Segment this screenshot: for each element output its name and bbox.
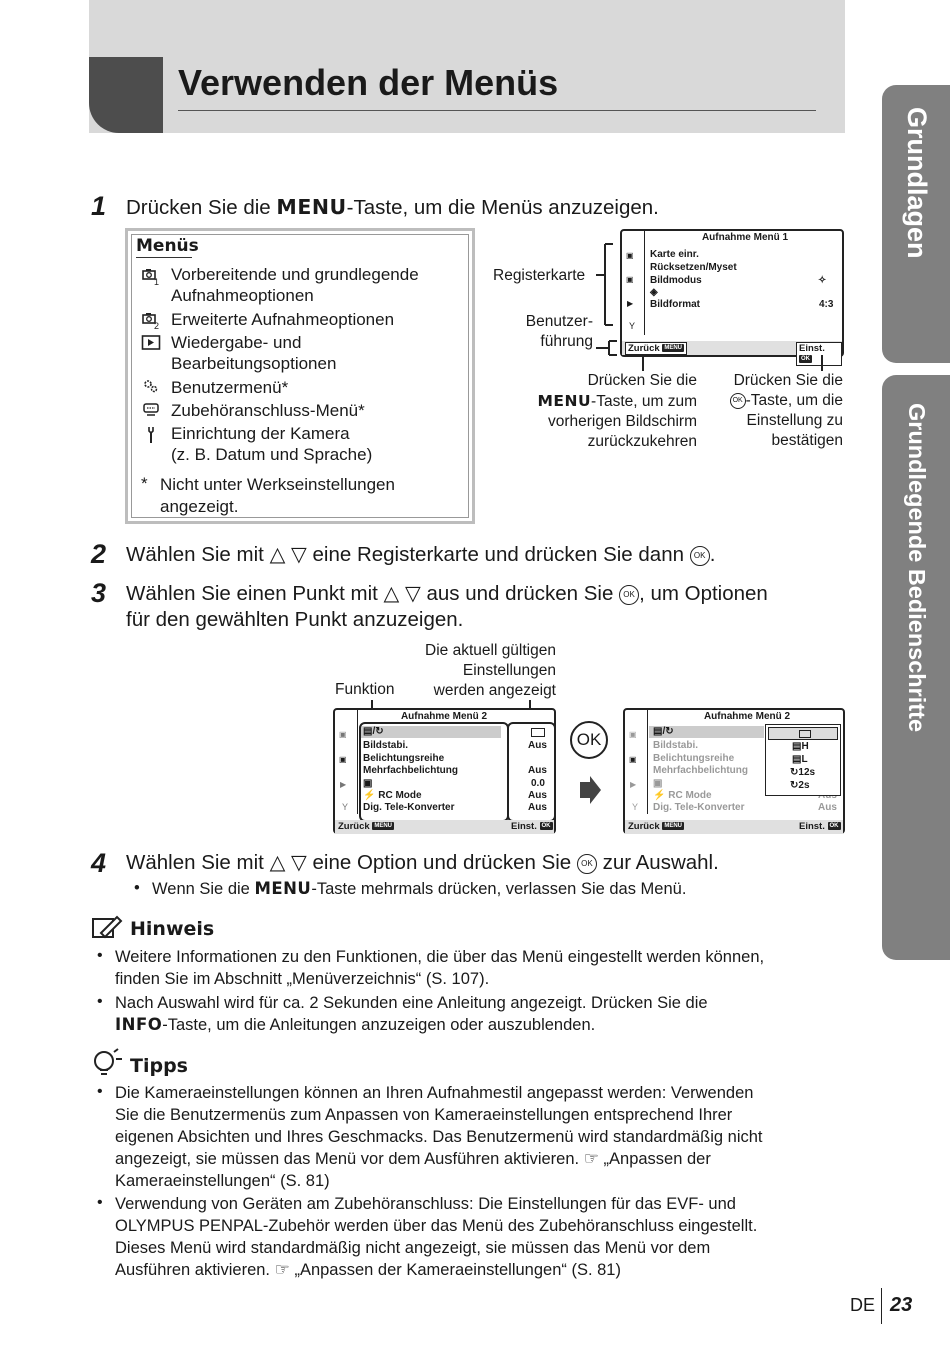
side-tab-grundlagen-label: Grundlagen <box>902 107 932 259</box>
reference-hand-icon: ☞ <box>583 1149 599 1168</box>
side-tab-bedienschritte <box>882 375 950 960</box>
screen3-row-5: ⚡ RC Mode <box>653 790 712 801</box>
screen3-set: Einst. OK <box>799 821 839 832</box>
screen3-row-3: Mehrfachbelichtung <box>653 765 749 776</box>
ok-button-icon: OK <box>570 721 608 759</box>
step-4-bullet: • <box>134 879 140 897</box>
screen1-row-2: Bildmodus <box>650 275 702 286</box>
screen1-row-0: Karte einr. <box>650 249 699 260</box>
tab-camera-1-icon: ▣ <box>626 251 634 260</box>
funktion-caption: Funktion <box>335 681 395 698</box>
tab-setup-icon: Y <box>629 321 636 331</box>
option-timer-12s: ↻12s <box>790 767 816 778</box>
step-2-number: 2 <box>91 539 107 569</box>
current-settings-caption: Die aktuell gültigen Einstellungen werden angezeigt <box>425 642 556 699</box>
screen1-row-4: Bildformat <box>650 299 700 310</box>
custom-menu-icon <box>140 377 162 395</box>
step-1-post: -Taste, um die Menüs anzuzeigen. <box>346 196 659 219</box>
screen1-row-4-value: 4:3 <box>819 299 834 310</box>
step-1-number: 1 <box>91 191 107 221</box>
screen2-bottom-bar <box>335 820 554 834</box>
screen1-row-1: Rücksetzen/Myset <box>650 262 737 273</box>
playback-icon <box>140 334 162 352</box>
screen2-row-1: Bildstabi. <box>363 740 409 751</box>
screen2-row-6: Dig. Tele-Konverter <box>363 802 455 813</box>
camera-screen-menu-1 <box>620 229 844 363</box>
header-tab <box>89 57 163 133</box>
side-tab-grundlagen <box>882 85 950 363</box>
screen2-row-1-value: Aus <box>528 740 547 751</box>
step-2-text: Wählen Sie mit △ ▽ eine Registerkarte und drücken Sie dann OK . <box>126 543 716 566</box>
tab-camera-2-icon: ▣ <box>629 755 637 764</box>
screen1-bottom-bar <box>622 341 842 363</box>
screen3-bottom-bar <box>625 820 843 834</box>
up-down-arrows-icon: △ ▽ <box>269 851 307 874</box>
menus-footnote: Nicht unter Werkseinstellungen angezeigt. <box>160 475 395 516</box>
step-1-pre: Drücken Sie die <box>126 196 277 219</box>
camera-screen-menu-2 <box>333 708 556 834</box>
screen2-row-4-value: 0.0 <box>531 778 545 789</box>
footer-divider <box>881 1288 882 1324</box>
option-popup <box>765 724 841 796</box>
tipps-item-2: Verwendung von Geräten am Zubehöranschluss: Die Einstellungen für das EVF- und OLYMPUS PENPAL-Zubehör werden über das Menü des Zubehöranschluss eingestellt. Dieses Menü wird standardmäßig nicht angezeigt, sie müssen das Menü vor dem Ausführen aktivieren. ☞ „Anpassen der Kameraeinstellungen“ (S. 81) <box>115 1195 758 1279</box>
option-seq-low: ▤L <box>792 754 808 765</box>
bullet: • <box>97 1083 103 1100</box>
label-benutzerfuehrung: Benutzer- führung <box>525 313 593 350</box>
screen3-row-1: Bildstabi. <box>653 740 699 751</box>
screen2-row-6-value: Aus <box>528 802 547 813</box>
bullet: • <box>97 1194 103 1211</box>
screen1-title: Aufnahme Menü 1 <box>701 232 789 243</box>
accessory-port-icon <box>140 401 162 419</box>
note-pencil-icon <box>91 915 123 941</box>
menu-item-playback: Wiedergabe- und Bearbeitungsoptionen <box>171 333 337 373</box>
menus-title-underline <box>136 257 192 258</box>
step-4-text: Wählen Sie mit △ ▽ eine Option und drücken Sie OK zur Auswahl. <box>126 851 719 874</box>
screen2-row-5: ⚡ RC Mode <box>363 790 422 801</box>
tab-camera-2-icon: ▣ <box>626 275 634 284</box>
bullet: • <box>97 947 103 964</box>
reference-hand-icon: ☞ <box>274 1260 290 1279</box>
screen1-row-3-icon: ◈ <box>650 287 658 298</box>
screen3-row-2: Belichtungsreihe <box>653 753 735 764</box>
tab-playback-icon: ▶ <box>340 780 347 789</box>
screen1-back: Zurück MENU <box>625 342 687 355</box>
screen3-row-6-value: Aus <box>818 802 837 813</box>
screen2-row-3-value: Aus <box>528 765 547 776</box>
title-rule <box>178 110 816 111</box>
footnote-mark: * <box>141 474 148 493</box>
wrench-icon <box>140 425 162 443</box>
tab-camera-2-icon: ▣ <box>339 755 347 764</box>
tab-camera-1-icon: ▣ <box>339 730 347 739</box>
menu-item-setup: Einrichtung der Kamera (z. B. Datum und Sprache) <box>171 424 373 464</box>
drive-mode-icon: ▤/↻ <box>363 726 384 737</box>
camera-screen-menu-2-options <box>623 708 845 834</box>
tipps-item-1: Die Kameraeinstellungen können an Ihren Aufnahmestil angepasst werden: Verwenden Sie die Benutzermenüs zum Anpassen von Kameraeinstellungen entsprechend Ihrer eigenen Absichten und Ihres Geschmacks. Das Benutzermenü wird standardmäßig nicht angezeigt, sie müssen das Menü vor dem Ausführen aktivieren. ☞ „Anpassen der Kameraeinstellungen“ (S. 81) <box>115 1084 763 1190</box>
up-down-arrows-icon: △ ▽ <box>269 543 307 566</box>
screen2-row-5-value: Aus <box>528 790 547 801</box>
svg-text:2: 2 <box>154 321 160 330</box>
menu-item-shooting-2: Erweiterte Aufnahmeoptionen <box>171 310 395 329</box>
bullet: • <box>97 993 103 1010</box>
step-4-number: 4 <box>91 848 107 878</box>
arrow-right-icon <box>578 776 602 804</box>
menu-key-label: MENU <box>276 195 347 219</box>
screen2-title: Aufnahme Menü 2 <box>400 711 488 722</box>
ok-button-icon: OK <box>577 854 597 874</box>
tips-lightbulb-icon <box>90 1048 124 1078</box>
svg-text:1: 1 <box>154 277 160 286</box>
flash-comp-icon: ▣ <box>653 778 663 789</box>
screen2-back: Zurück MENU <box>338 821 392 832</box>
single-frame-icon <box>531 728 545 737</box>
flash-comp-icon: ▣ <box>363 778 373 789</box>
screen2-set: Einst. OK <box>511 821 551 832</box>
camera-2-icon <box>140 310 162 328</box>
hinweis-item-2: Nach Auswahl wird für ca. 2 Sekunden eine Anleitung angezeigt. Drücken Sie die INFO-Taste, um die Anleitungen anzuzeigen oder auszublenden. <box>115 994 708 1034</box>
ok-confirm-caption: Drücken Sie die OK -Taste, um die Einstellung zu bestätigen <box>700 371 843 451</box>
step-4-subtext: Wenn Sie die MENU-Taste mehrmals drücken, verlassen Sie das Menü. <box>152 879 687 898</box>
menu-return-caption: Drücken Sie die MENU-Taste, um zum vorherigen Bildschirm zurückzukehren <box>537 372 697 450</box>
tab-setup-icon: Y <box>632 802 639 812</box>
ok-button-icon: OK <box>619 585 639 605</box>
hinweis-item-1: Weitere Informationen zu den Funktionen, die über das Menü eingestellt werden können, finden Sie im Abschnitt „Menüverzeichnis“ (S. 107). <box>115 948 765 988</box>
menu-item-shooting-1: Vorbereitende und grundlegende Aufnahmeoptionen <box>171 265 419 305</box>
ok-button-icon: OK <box>690 546 710 566</box>
up-down-arrows-icon: △ ▽ <box>383 582 421 605</box>
footer-language: DE <box>850 1295 876 1315</box>
label-registerkarte: Registerkarte <box>493 267 586 284</box>
picture-mode-icon: ✧ <box>818 275 827 286</box>
menus-box-title: Menüs <box>136 236 199 256</box>
option-selected <box>768 727 838 740</box>
ok-button-icon: OK <box>730 393 746 409</box>
tab-playback-icon: ▶ <box>627 299 634 308</box>
tab-setup-icon: Y <box>342 802 349 812</box>
side-tab-bedienschritte-label: Grundlegende Bedienschritte <box>904 403 930 733</box>
page-title: Verwenden der Menüs <box>178 62 559 103</box>
screen1-set: Einst. OK <box>796 342 842 366</box>
step-3-number: 3 <box>91 578 107 608</box>
camera-1-icon <box>140 266 162 284</box>
tab-playback-icon: ▶ <box>630 780 637 789</box>
step-3-text: Wählen Sie einen Punkt mit △ ▽ aus und drücken Sie OK , um Optionen für den gewählten Punkt anzuzeigen. <box>126 582 768 631</box>
screen3-row-6: Dig. Tele-Konverter <box>653 802 745 813</box>
drive-mode-icon: ▤/↻ <box>653 726 674 737</box>
screen2-row-3: Mehrfachbelichtung <box>363 765 459 776</box>
menu-item-custom: Benutzermenü* <box>171 378 289 397</box>
hinweis-title: Hinweis <box>130 918 215 940</box>
tab-camera-1-icon: ▣ <box>629 730 637 739</box>
option-seq-high: ▤H <box>792 741 809 752</box>
screen3-back: Zurück MENU <box>628 821 682 832</box>
screen2-row-2: Belichtungsreihe <box>363 753 445 764</box>
tipps-title: Tipps <box>130 1055 188 1077</box>
step-1-text <box>126 195 659 220</box>
option-timer-2s: ↻2s <box>790 780 810 791</box>
page-number: 23 <box>890 1294 913 1316</box>
menu-item-accessory: Zubehöranschluss-Menü* <box>171 401 365 420</box>
screen3-title: Aufnahme Menü 2 <box>703 711 791 722</box>
